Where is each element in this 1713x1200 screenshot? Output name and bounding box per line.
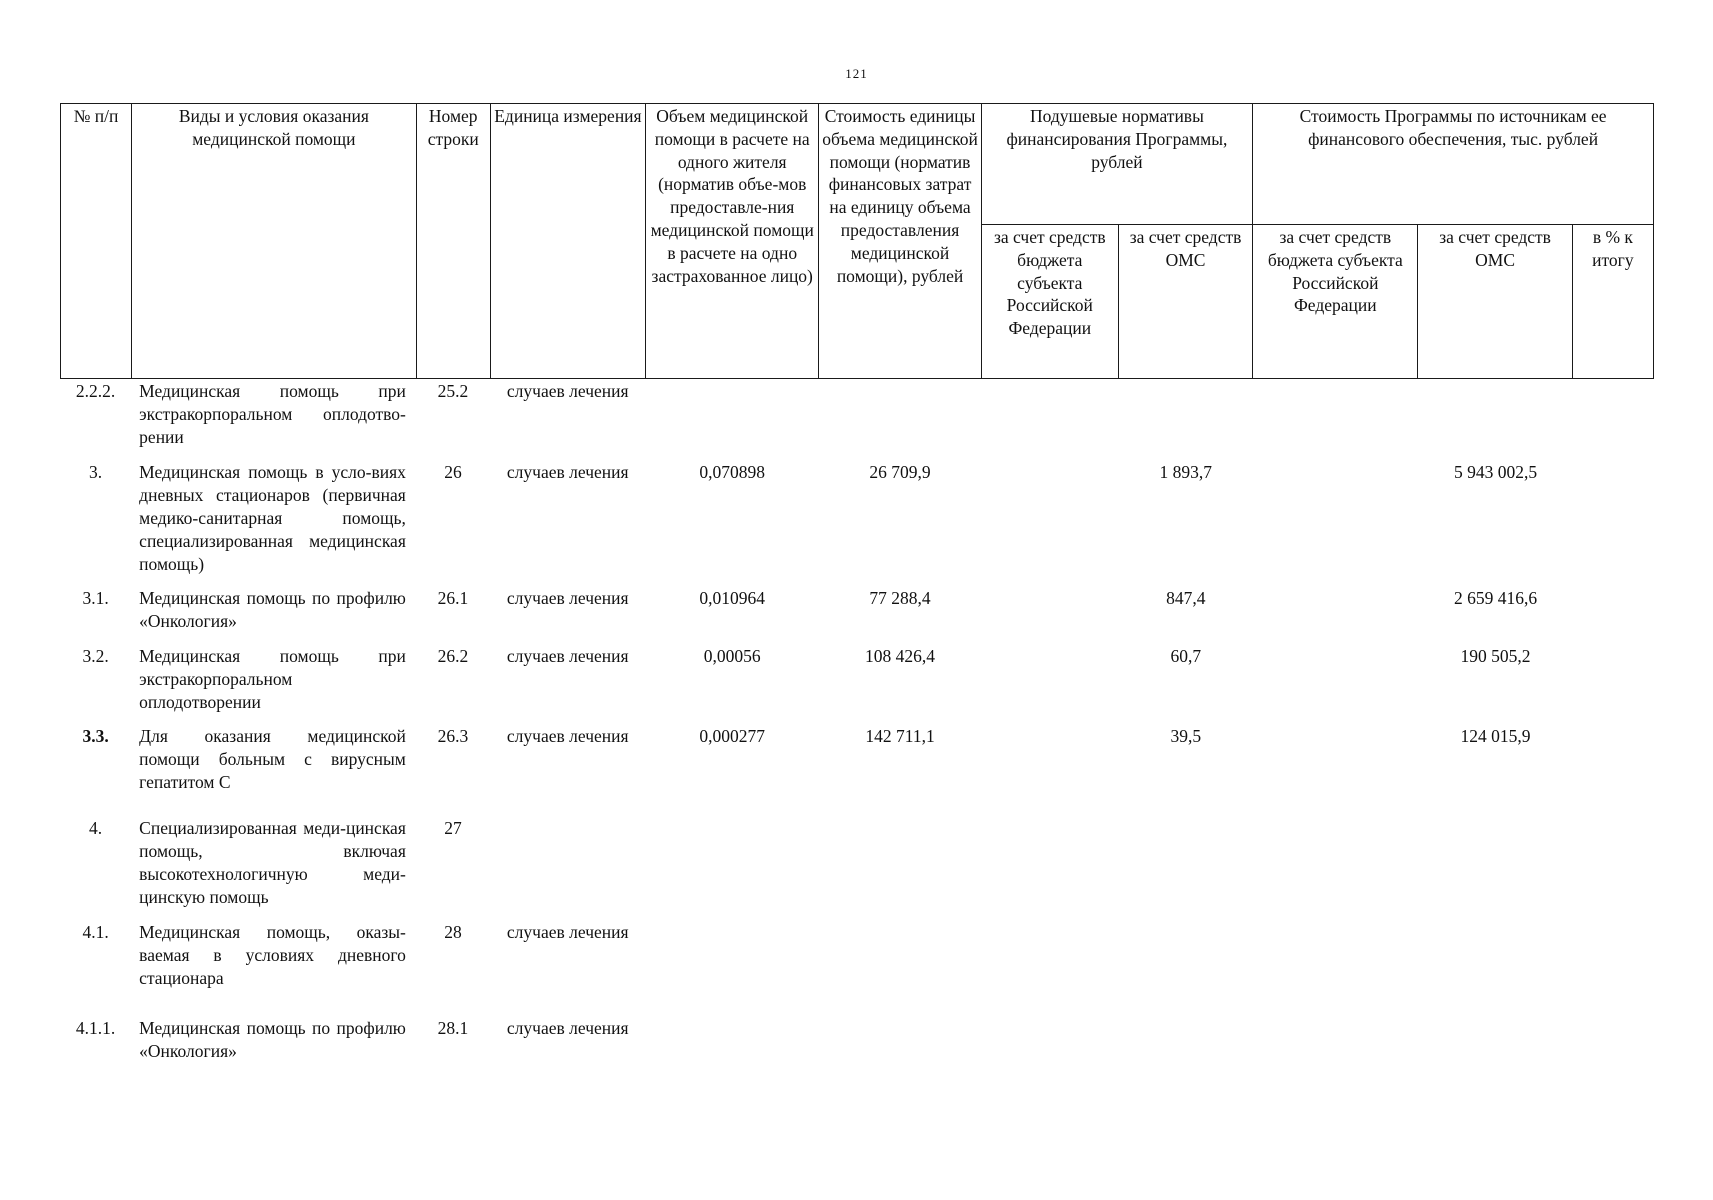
cell-pr-oms: 5 943 002,5 (1453, 462, 1538, 482)
cell-row: 26.1 (437, 588, 469, 608)
cell-unit: случаев лечения (506, 381, 629, 401)
cell-pr-oms (1418, 1017, 1572, 1077)
cell-pr-pct (1573, 380, 1654, 461)
cell-num: 3.1. (82, 588, 109, 608)
cell-pr-budget (1253, 380, 1418, 461)
table-header (60, 103, 1654, 379)
col-header-unit: Единица измерения (490, 104, 645, 379)
sub-header-percent: в % к итогу (1572, 225, 1653, 379)
sub-header-oms: за счет средств ОМС (1118, 225, 1252, 379)
cell-row: 26.2 (437, 646, 469, 666)
cell-volume: 0,00056 (703, 646, 761, 666)
cell-pr-oms: 124 015,9 (1460, 726, 1531, 746)
cell-pr-budget (1253, 817, 1418, 921)
cell-unit: случаев лечения (506, 462, 629, 482)
cell-volume: 0,070898 (699, 462, 765, 482)
cell-cost: 142 711,1 (865, 726, 935, 746)
cell-pr-pct (1573, 461, 1654, 587)
cell-pr-pct (1573, 587, 1654, 645)
col-header-volume: Объем медицинской помощи в расчете на одного жителя (норматив объе-мов предоставле-ния медицинской помощи в расчете на одно застрахованное лицо) (646, 104, 819, 379)
cell-unit: случаев лечения (506, 922, 629, 942)
sub-header-oms-2: за счет средств ОМС (1418, 225, 1572, 379)
cell-pr-oms (1418, 921, 1572, 1017)
cell-cost: 26 709,9 (869, 462, 931, 482)
cell-name: Медицинская помощь, оказы-ваемая в условиях дневного стационара (139, 922, 406, 988)
cell-pr-oms: 2 659 416,6 (1453, 588, 1538, 608)
cell-row: 25.2 (437, 381, 469, 401)
cell-pc-oms: 39,5 (1170, 726, 1202, 746)
cell-pc-oms (1119, 817, 1253, 921)
cell-pr-budget (1253, 921, 1418, 1017)
table-body (60, 380, 1654, 1077)
sub-header-budget: за счет средств бюджета субъекта Российской Федерации (981, 225, 1118, 379)
cell-pr-budget (1253, 725, 1418, 817)
cell-cost: 108 426,4 (865, 646, 936, 666)
cell-pc-oms: 847,4 (1166, 588, 1206, 608)
cell-pr-pct (1573, 645, 1654, 725)
cell-unit (490, 817, 645, 921)
table-row (60, 380, 1654, 461)
cell-volume (645, 921, 818, 1017)
cell-pc-oms (1119, 921, 1253, 1017)
cell-num: 4.1.1. (75, 1018, 116, 1038)
cell-row: 27 (444, 818, 462, 838)
cell-pc-oms (1119, 1017, 1253, 1077)
cell-cost (819, 817, 981, 921)
cell-name: Для оказания медицинской помощи больным с вирусным гепатитом С (139, 726, 406, 792)
cell-pc-budget (981, 461, 1118, 587)
cell-pr-pct (1573, 725, 1654, 817)
col-header-per-capita: Подушевые нормативы финансирования Программы, рублей (981, 104, 1253, 225)
cell-volume: 0,010964 (699, 588, 765, 608)
col-header-row: Номер строки (416, 104, 490, 379)
col-header-types: Виды и условия оказания медицинской помощи (132, 104, 417, 379)
cell-pc-budget (981, 725, 1118, 817)
table-row (60, 1017, 1654, 1077)
cell-num: 3.3. (82, 726, 109, 746)
page-number: 121 (845, 66, 868, 81)
cell-num: 3. (89, 462, 103, 482)
table-row (60, 817, 1654, 921)
cell-pr-budget (1253, 1017, 1418, 1077)
cell-volume (645, 817, 818, 921)
cell-pr-budget (1253, 587, 1418, 645)
cell-cost (819, 380, 981, 461)
cell-row: 28.1 (437, 1018, 469, 1038)
cell-pr-pct (1573, 1017, 1654, 1077)
cell-num: 2.2.2. (75, 381, 116, 401)
cell-volume (645, 1017, 818, 1077)
cell-name: Медицинская помощь при экстракорпоральном оплодотво-рении (139, 381, 406, 447)
cell-name: Медицинская помощь по профилю «Онкология» (139, 588, 406, 631)
cell-pc-oms: 1 893,7 (1159, 462, 1212, 482)
cell-unit: случаев лечения (506, 726, 629, 746)
cell-pr-oms: 190 505,2 (1460, 646, 1531, 666)
cell-cost (819, 1017, 981, 1077)
cell-name: Медицинская помощь при экстракорпоральном оплодотворении (139, 646, 406, 712)
col-header-cost: Стоимость единицы объема медицинской помощи (норматив финансовых затрат на единицу объема предоставления медицинской помощи), рублей (819, 104, 981, 379)
cell-pr-pct (1573, 921, 1654, 1017)
sub-header-budget-2: за счет средств бюджета субъекта Российской Федерации (1253, 225, 1418, 379)
cell-row: 26.3 (437, 726, 469, 746)
table-row (60, 461, 1654, 587)
col-header-num: № п/п (61, 104, 132, 379)
cell-cost (819, 921, 981, 1017)
cell-pr-pct (1573, 817, 1654, 921)
table-row (60, 587, 1654, 645)
cell-pr-budget (1253, 645, 1418, 725)
cell-pc-oms (1119, 380, 1253, 461)
table-row (60, 725, 1654, 817)
cell-num: 4. (89, 818, 103, 838)
cell-pc-oms: 60,7 (1170, 646, 1202, 666)
cell-cost: 77 288,4 (869, 588, 931, 608)
cell-pc-budget (981, 380, 1118, 461)
cell-unit: случаев лечения (506, 646, 629, 666)
cell-pc-budget (981, 1017, 1118, 1077)
cell-name: Медицинская помощь по профилю «Онкология» (139, 1018, 406, 1061)
cell-row: 26 (444, 462, 462, 482)
cell-pr-budget (1253, 461, 1418, 587)
cell-pc-budget (981, 817, 1118, 921)
cell-unit: случаев лечения (506, 1018, 629, 1038)
col-header-program-cost: Стоимость Программы по источникам ее финансового обеспечения, тыс. рублей (1253, 104, 1654, 225)
cell-pr-oms (1418, 380, 1572, 461)
cell-volume (645, 380, 818, 461)
cell-pc-budget (981, 587, 1118, 645)
cell-name: Специализированная меди-цинская помощь, включая высокотехнологичную меди-цинскую помощь (139, 818, 406, 907)
table-row (60, 921, 1654, 1017)
cell-pc-budget (981, 645, 1118, 725)
cell-num: 3.2. (82, 646, 109, 666)
table-row (60, 645, 1654, 725)
cell-volume: 0,000277 (699, 726, 765, 746)
cell-row: 28 (444, 922, 462, 942)
cell-unit: случаев лечения (506, 588, 629, 608)
cell-num: 4.1. (82, 922, 109, 942)
cell-pc-budget (981, 921, 1118, 1017)
cell-name: Медицинская помощь в усло-виях дневных стационаров (первичная медико-санитарная помощь, специализированная медицинская помощь) (139, 462, 406, 574)
cell-pr-oms (1418, 817, 1572, 921)
